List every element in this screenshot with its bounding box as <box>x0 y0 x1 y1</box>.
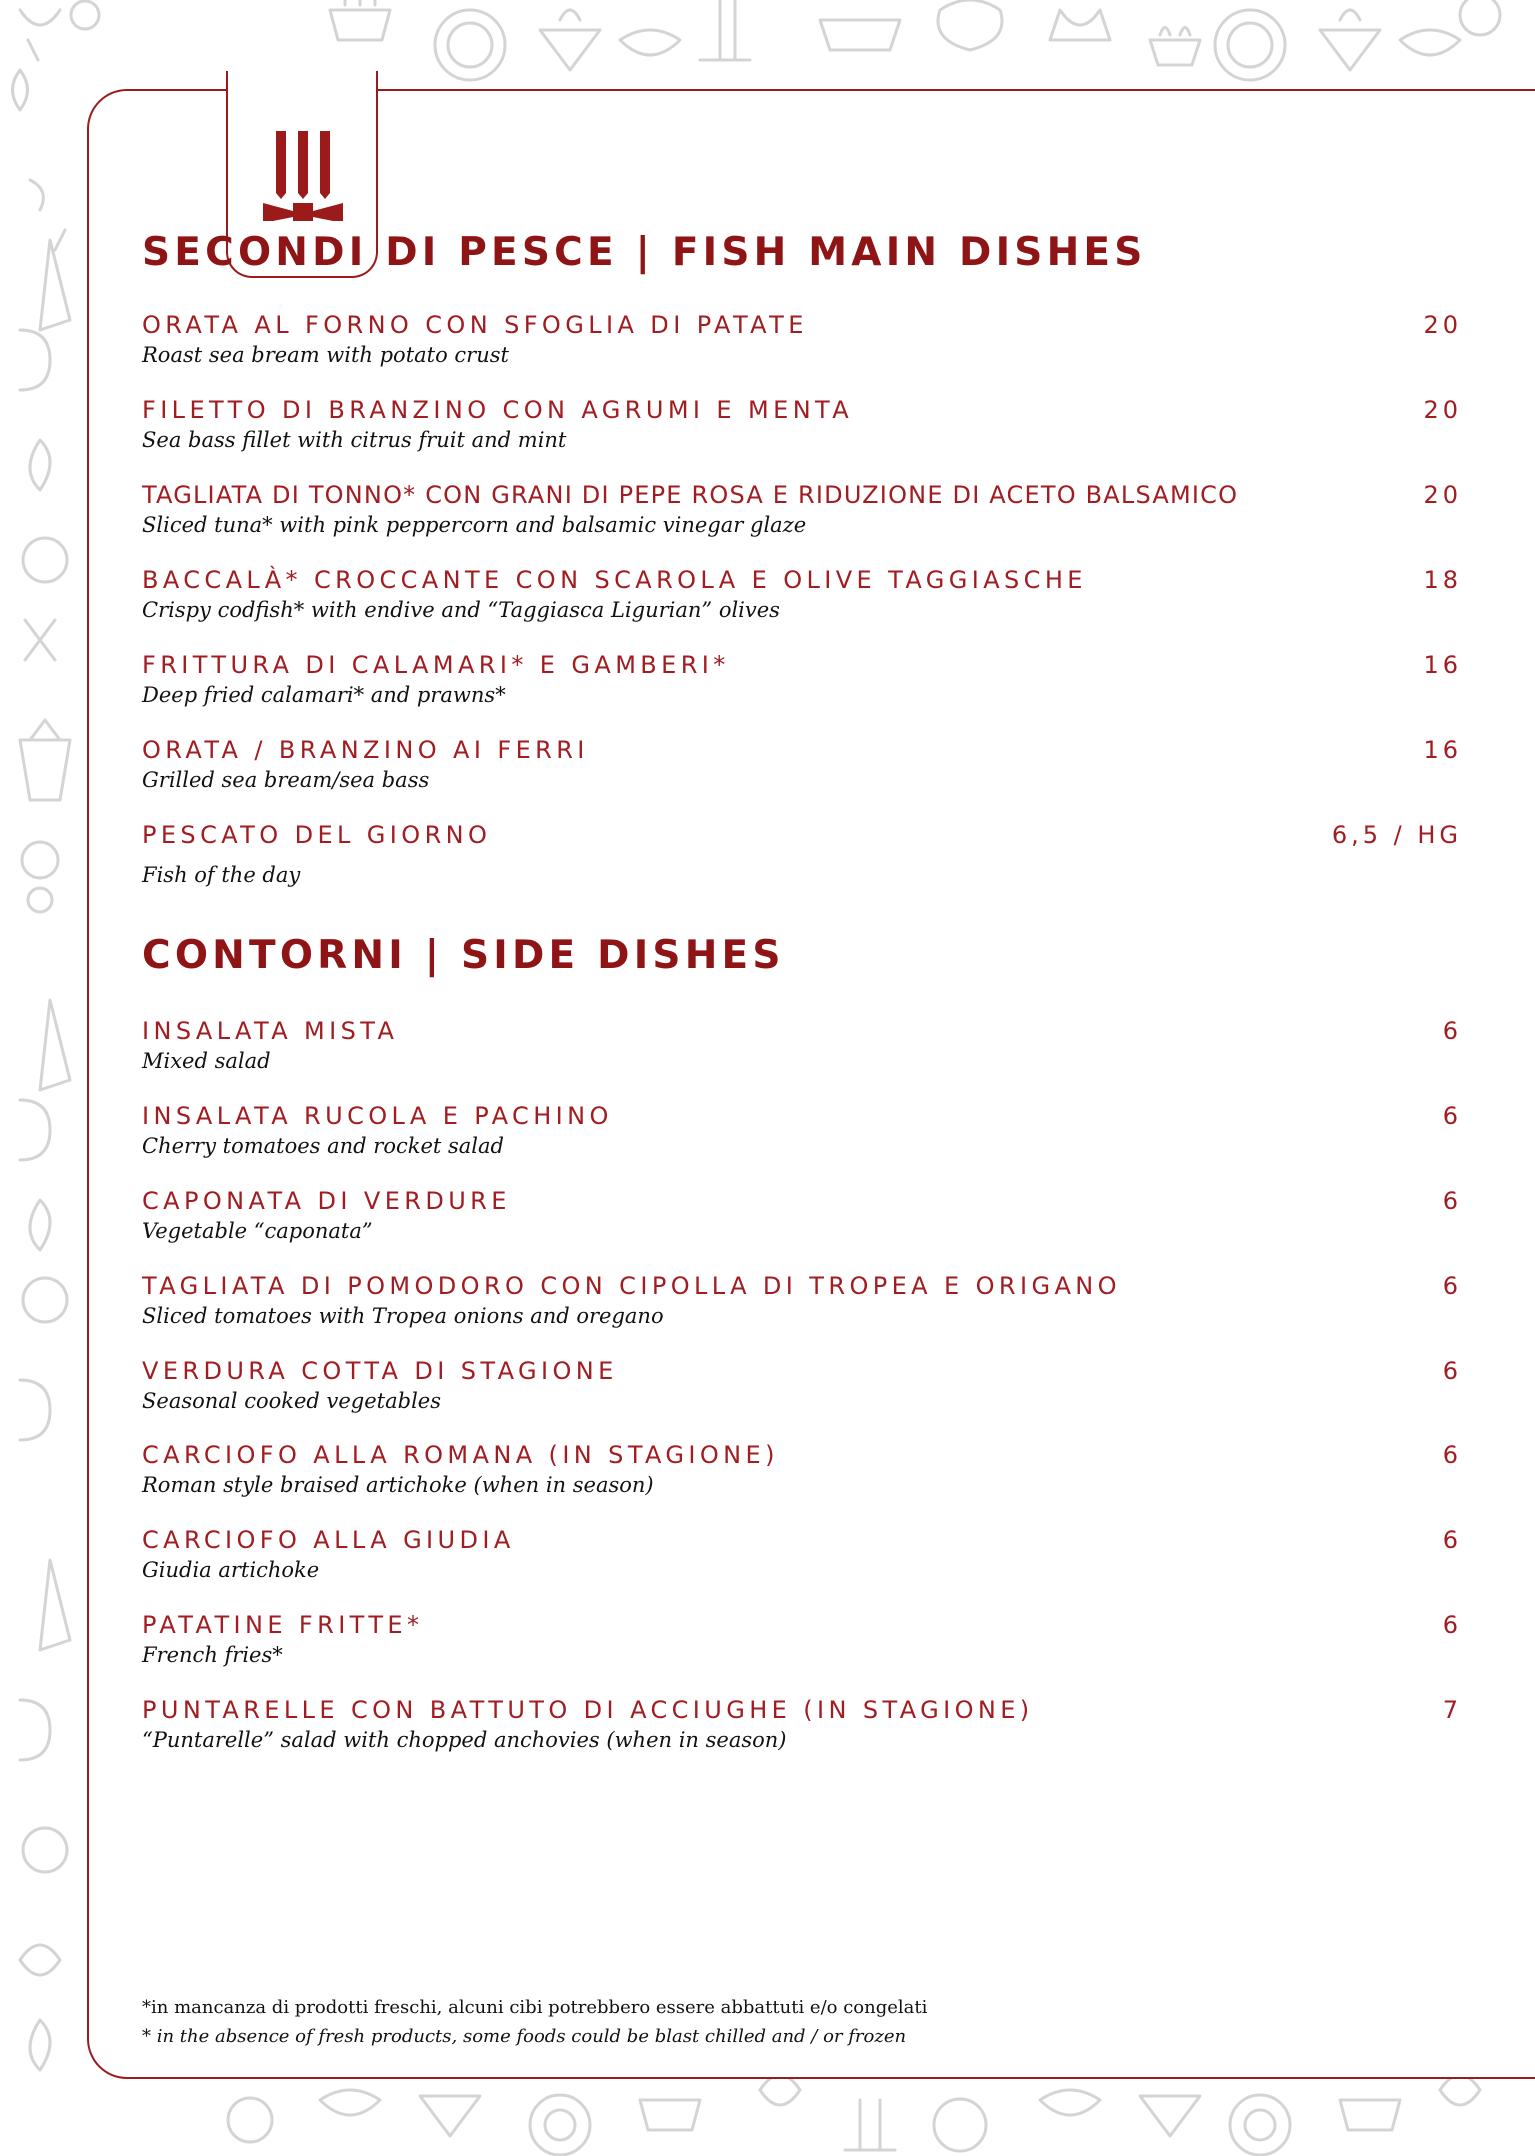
dish-description: Seasonal cooked vegetables <box>142 1389 441 1413</box>
dish-description: Deep fried calamari* and prawns* <box>142 683 506 707</box>
menu-item <box>142 1441 1462 1511</box>
dish-name: VERDURA COTTA DI STAGIONE <box>142 1357 618 1385</box>
dish-price: 20 <box>1423 311 1462 339</box>
dish-name: TAGLIATA DI POMODORO CON CIPOLLA DI TROPEA E ORIGANO <box>142 1272 1121 1300</box>
menu-item <box>142 481 1462 551</box>
section-title-sides: CONTORNI | SIDE DISHES <box>142 933 785 978</box>
dish-description: Roast sea bream with potato crust <box>142 343 509 367</box>
dish-price: 6 <box>1442 1357 1462 1385</box>
menu-item <box>142 1696 1462 1766</box>
section-title-fish: SECONDI DI PESCE | FISH MAIN DISHES <box>142 230 1147 275</box>
dish-price: 16 <box>1423 736 1462 764</box>
menu-item <box>142 1017 1462 1087</box>
dish-description: Fish of the day <box>142 863 301 887</box>
dish-price: 6 <box>1442 1441 1462 1469</box>
dish-name: INSALATA MISTA <box>142 1017 399 1045</box>
footnote-italian: *in mancanza di prodotti freschi, alcuni cibi potrebbero essere abbattuti e/o congelati <box>142 1997 928 2018</box>
dish-price: 6 <box>1442 1187 1462 1215</box>
dish-description: Sliced tomatoes with Tropea onions and oregano <box>142 1304 664 1328</box>
dish-name: ORATA AL FORNO CON SFOGLIA DI PATATE <box>142 311 808 339</box>
dish-name: INSALATA RUCOLA E PACHINO <box>142 1102 613 1130</box>
dish-description: “Puntarelle” salad with chopped anchovies (when in season) <box>142 1728 787 1752</box>
dish-name: BACCALÀ* CROCCANTE CON SCAROLA E OLIVE TAGGIASCHE <box>142 566 1087 594</box>
dish-price: 20 <box>1423 481 1462 509</box>
menu-item <box>142 1187 1462 1257</box>
footnote-english: * in the absence of fresh products, some foods could be blast chilled and / or frozen <box>142 2026 907 2047</box>
menu-item <box>142 1526 1462 1596</box>
dish-price: 6 <box>1442 1611 1462 1639</box>
dish-description: Cherry tomatoes and rocket salad <box>142 1134 504 1158</box>
dish-price: 16 <box>1423 651 1462 679</box>
dish-price: 20 <box>1423 396 1462 424</box>
dish-name: CARCIOFO ALLA GIUDIA <box>142 1526 515 1554</box>
dish-name: ORATA / BRANZINO AI FERRI <box>142 736 589 764</box>
restaurant-logo-icon <box>258 131 348 221</box>
dish-description: Giudia artichoke <box>142 1558 320 1582</box>
dish-price: 6 <box>1442 1526 1462 1554</box>
dish-description: Sea bass fillet with citrus fruit and mint <box>142 428 567 452</box>
dish-description: Roman style braised artichoke (when in season) <box>142 1473 654 1497</box>
dish-price: 6 <box>1442 1102 1462 1130</box>
menu-item <box>142 736 1462 806</box>
dish-description: Mixed salad <box>142 1049 271 1073</box>
dish-name: CARCIOFO ALLA ROMANA (IN STAGIONE) <box>142 1441 779 1469</box>
dish-name: PUNTARELLE CON BATTUTO DI ACCIUGHE (IN STAGIONE) <box>142 1696 1034 1724</box>
menu-item <box>142 821 1462 891</box>
dish-description: French fries* <box>142 1643 283 1667</box>
dish-price: 6 <box>1442 1272 1462 1300</box>
menu-item <box>142 566 1462 636</box>
dish-name: PATATINE FRITTE* <box>142 1611 424 1639</box>
dish-description: Grilled sea bream/sea bass <box>142 768 430 792</box>
dish-name: FILETTO DI BRANZINO CON AGRUMI E MENTA <box>142 396 854 424</box>
dish-name: CAPONATA DI VERDURE <box>142 1187 511 1215</box>
dish-name: PESCATO DEL GIORNO <box>142 821 492 849</box>
dish-price: 18 <box>1423 566 1462 594</box>
dish-price: 6,5 / HG <box>1331 821 1462 849</box>
dish-name: TAGLIATA DI TONNO* CON GRANI DI PEPE ROSA E RIDUZIONE DI ACETO BALSAMICO <box>142 481 1239 509</box>
menu-item <box>142 396 1462 466</box>
menu-item <box>142 1357 1462 1427</box>
dish-description: Crispy codfish* with endive and “Taggiasca Ligurian” olives <box>142 598 780 622</box>
dish-name: FRITTURA DI CALAMARI* E GAMBERI* <box>142 651 730 679</box>
dish-price: 7 <box>1442 1696 1462 1724</box>
menu-item <box>142 1611 1462 1681</box>
menu-item <box>142 651 1462 721</box>
dish-price: 6 <box>1442 1017 1462 1045</box>
dish-description: Sliced tuna* with pink peppercorn and balsamic vinegar glaze <box>142 513 807 537</box>
menu-item <box>142 1272 1462 1342</box>
menu-item <box>142 311 1462 381</box>
menu-item <box>142 1102 1462 1172</box>
dish-description: Vegetable “caponata” <box>142 1219 373 1243</box>
